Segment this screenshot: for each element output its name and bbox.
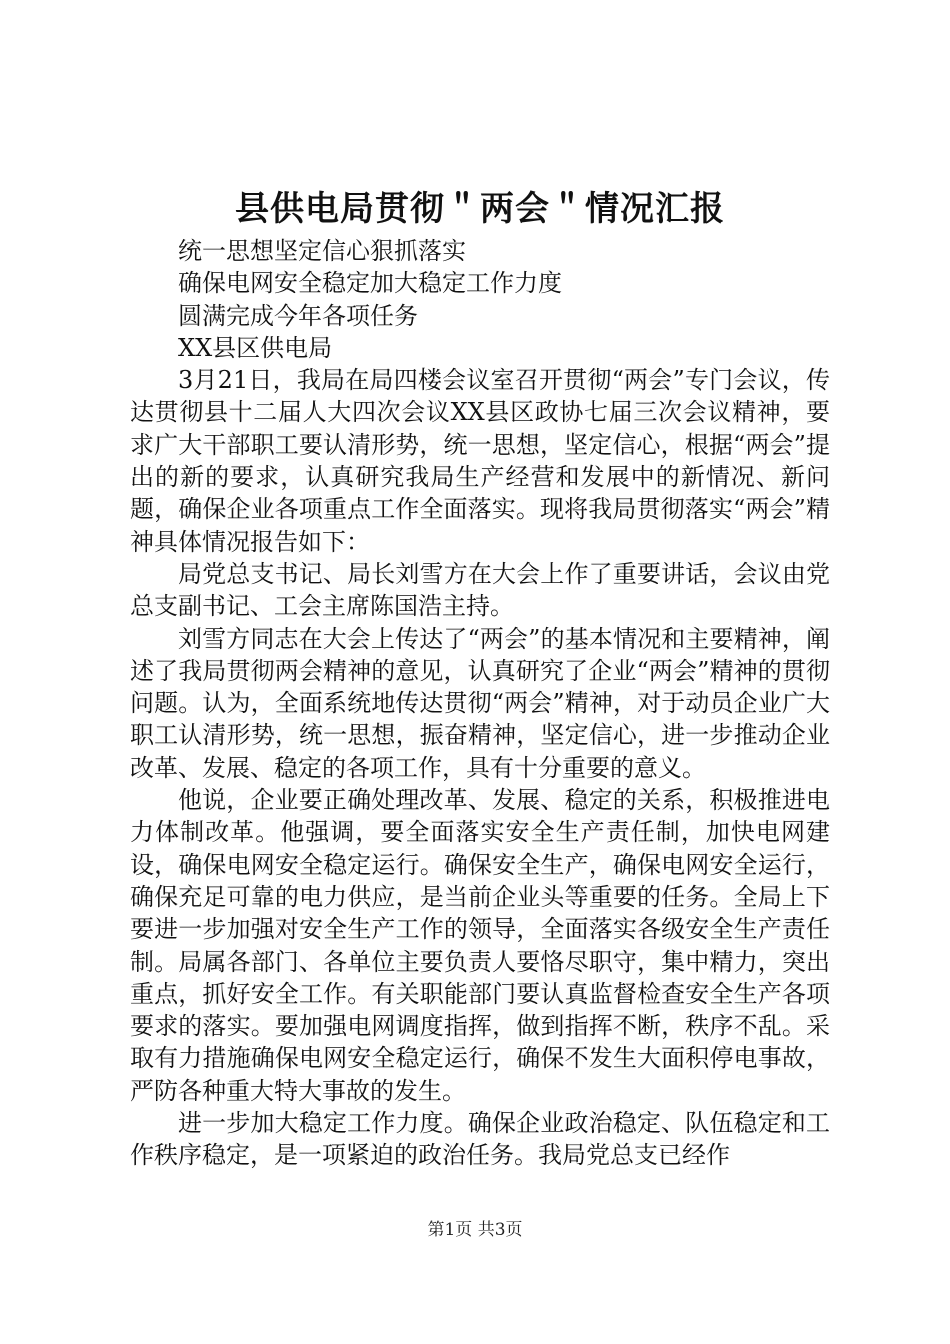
author-line: XX县区供电局 (178, 333, 333, 362)
subtitle-line-2: 确保电网安全稳定加大稳定工作力度 (178, 269, 562, 298)
page-footer: 第1页 共3页 (427, 1220, 523, 1240)
subtitle-line-3: 圆满完成今年各项任务 (178, 301, 418, 330)
subtitle-line-1: 统一思想坚定信心狠抓落实 (178, 237, 466, 265)
paragraph-stability: 进一步加大稳定工作力度。确保企业政治稳定、队伍稳定和工作秩序稳定，是一项紧迫的政治任务。我局党总支已经作 (130, 1109, 830, 1170)
paragraph-intro: 3月21日，我局在局四楼会议室召开贯彻“两会”专门会议，传达贯彻县十二届人大四次会议XX县区政协七届三次会议精神，要求广大干部职工要认清形势，统一思想，坚定信心，根据“两会”提出的新的要求，认真研究我局生产经营和发展中的新情况、新问题，确保企业各项重点工作全面落实。现将我局贯彻落实“两会”精神具体情况报告如下： (130, 366, 830, 556)
document-title: 县供电局贯彻＂两会＂情况汇报 (235, 189, 725, 229)
document-body (130, 235, 830, 1172)
paragraph-safety: 他说，企业要正确处理改革、发展、稳定的关系，积极推进电力体制改革。他强调，要全面落实安全生产责任制，加快电网建设，确保电网安全稳定运行。确保安全生产，确保电网安全运行，确保充足可靠的电力供应，是当前企业头等重要的任务。全局上下要进一步加强对安全生产工作的领导，全面落实各级安全生产责任制。局属各部门、各单位主要负责人要恪尽职守，集中精力，突出重点，抓好安全工作。有关职能部门要认真监督检查安全生产各项要求的落实。要加强电网调度指挥，做到指挥不断，秩序不乱。采取有力措施确保电网安全稳定运行，确保不发生大面积停电事故，严防各种重大特大事故的发生。 (130, 786, 830, 1105)
paragraph-spirit: 刘雪方同志在大会上传达了“两会”的基本情况和主要精神，阐述了我局贯彻两会精神的意见，认真研究了企业“两会”精神的贯彻问题。认为，全面系统地传达贯彻“两会”精神，对于动员企业广大职工认清形势，统一思想，振奋精神，坚定信心，进一步推动企业改革、发展、稳定的各项工作，具有十分重要的意义。 (130, 624, 830, 782)
paragraph-speech: 局党总支书记、局长刘雪方在大会上作了重要讲话，会议由党总支副书记、工会主席陈国浩主持。 (130, 559, 830, 621)
